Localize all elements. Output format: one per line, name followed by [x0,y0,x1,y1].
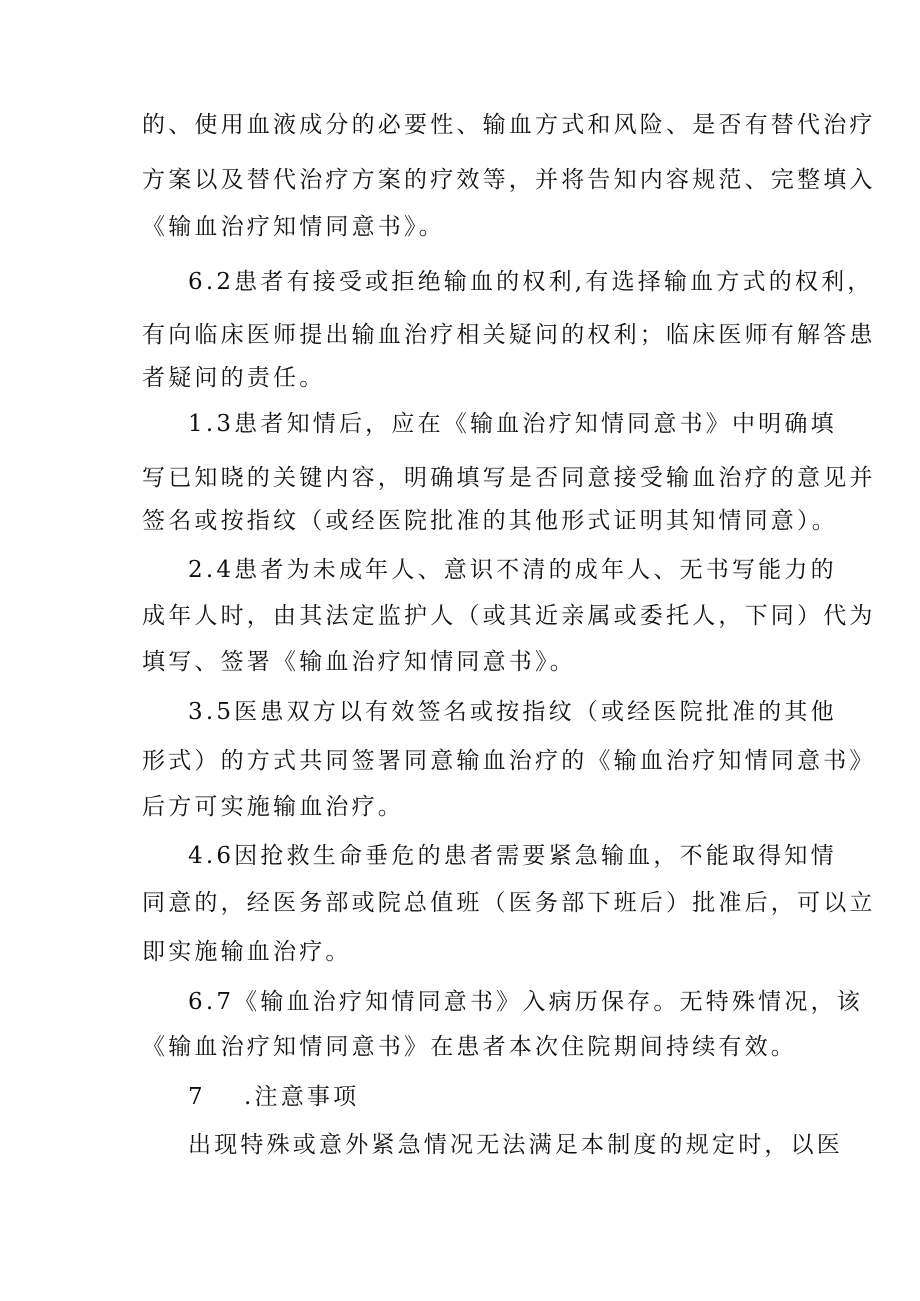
section-number: 7 [188,1084,206,1110]
paragraph-line: 4.6因抢救生命垂危的患者需要紧急输血，不能取得知情 [188,843,837,869]
paragraph-line: 6.2患者有接受或拒绝输血的权利,有选择输血方式的权利， [188,269,874,295]
paragraph-line: 《输血治疗知情同意书》。 [142,214,445,240]
paragraph-line: 签名或按指纹（或经医院批准的其他形式证明其知情同意）。 [142,508,838,534]
paragraph-line: 同意的，经医务部或院总值班（医务部下班后）批准后，可以立 [142,890,876,916]
paragraph-line: 6.7《输血治疗知情同意书》入病历保存。无特殊情况，该 [188,989,863,1015]
paragraph-line: 者疑问的责任。 [142,365,326,391]
paragraph-line: 有向临床医师提出输血治疗相关疑问的权利；临床医师有解答患 [142,322,876,348]
paragraph-line: 即实施输血治疗。 [142,939,352,965]
paragraph-line: 的、使用血液成分的必要性、输血方式和风险、是否有替代治疗 [142,112,876,138]
paragraph-line: 3.5医患双方以有效签名或按指纹（或经医院批准的其他 [188,699,837,725]
paragraph-line: 2.4患者为未成年人、意识不清的成年人、无书写能力的 [188,557,837,583]
paragraph-line: 《输血治疗知情同意书》在患者本次住院期间持续有效。 [142,1034,797,1060]
paragraph-line: 写已知晓的关键内容，明确填写是否同意接受输血治疗的意见并 [142,465,876,491]
paragraph-line: 成年人时，由其法定监护人（或其近亲属或委托人，下同）代为 [142,603,876,629]
paragraph-line: 出现特殊或意外紧急情况无法满足本制度的规定时，以医 [188,1132,843,1158]
paragraph-line: 形式）的方式共同签署同意输血治疗的《输血治疗知情同意书》 [142,748,876,774]
paragraph-line: 方案以及替代治疗方案的疗效等，并将告知内容规范、完整填入 [142,167,876,193]
section-title: .注意事项 [244,1084,360,1110]
section-heading [0,1077,920,1117]
paragraph-line: 填写、签署《输血治疗知情同意书》。 [142,649,576,675]
paragraph-line: 1.3患者知情后，应在《输血治疗知情同意书》中明确填 [188,411,837,437]
paragraph-line: 后方可实施输血治疗。 [142,794,404,820]
